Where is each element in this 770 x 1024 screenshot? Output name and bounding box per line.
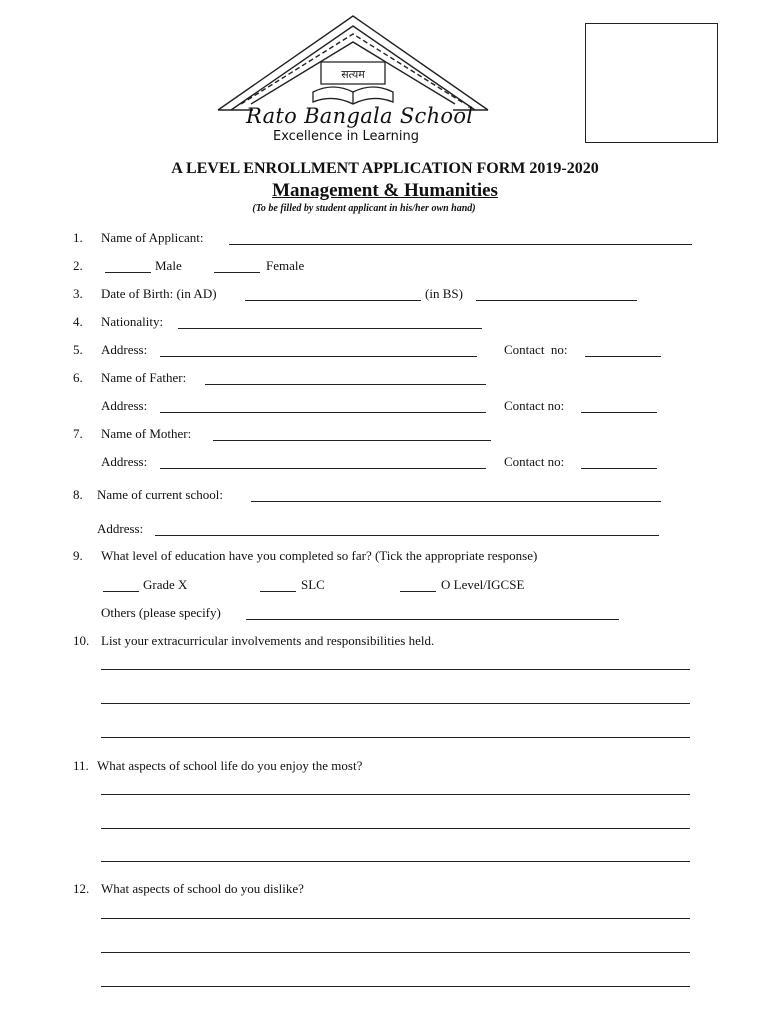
father-address-label: Address: xyxy=(101,398,148,413)
female-blank[interactable] xyxy=(214,272,260,273)
school-motto: Excellence in Learning xyxy=(273,129,419,144)
q12-number: 12. xyxy=(73,881,90,896)
contact-label: Contact no: xyxy=(504,342,568,357)
mother-name-label: Name of Mother: xyxy=(101,426,192,441)
current-school-field[interactable] xyxy=(251,501,661,502)
male-blank[interactable] xyxy=(105,272,151,273)
slc-blank[interactable] xyxy=(260,591,296,592)
q4-number: 4. xyxy=(73,314,83,329)
form-instruction: (To be filled by student applicant in his/her own hand) xyxy=(252,203,476,214)
logo-script: सत्यम xyxy=(341,68,365,81)
dob-ad-label: Date of Birth: (in AD) xyxy=(101,286,217,301)
others-label: Others (please specify) xyxy=(101,605,221,620)
applicant-name-field[interactable] xyxy=(229,244,692,245)
q1-label: Name of Applicant: xyxy=(101,230,204,245)
others-field[interactable] xyxy=(246,619,619,620)
q1-number: 1. xyxy=(73,230,83,245)
dob-bs-label: (in BS) xyxy=(425,286,463,301)
father-contact-label: Contact no: xyxy=(504,398,565,413)
q6-number: 6. xyxy=(73,370,83,385)
dislike-line-3[interactable] xyxy=(101,986,690,987)
mother-name-field[interactable] xyxy=(213,440,491,441)
dob-bs-field[interactable] xyxy=(476,300,637,301)
nationality-label: Nationality: xyxy=(101,314,164,329)
enjoy-line-2[interactable] xyxy=(101,828,690,829)
slc-label: SLC xyxy=(301,577,325,592)
q8-number: 8. xyxy=(73,487,83,502)
photo-box[interactable] xyxy=(585,23,718,143)
form-stream: Management & Humanities xyxy=(272,180,498,201)
nationality-field[interactable] xyxy=(178,328,482,329)
address-label: Address: xyxy=(101,342,148,357)
father-contact-field[interactable] xyxy=(581,412,657,413)
q9-number: 9. xyxy=(73,548,83,563)
address-field[interactable] xyxy=(160,356,477,357)
female-label: Female xyxy=(266,258,305,273)
q7-number: 7. xyxy=(73,426,83,441)
enjoy-line-1[interactable] xyxy=(101,794,690,795)
enjoy-question: What aspects of school life do you enjoy the most? xyxy=(97,758,363,773)
school-address-field[interactable] xyxy=(155,535,659,536)
male-label: Male xyxy=(155,258,182,273)
q10-number: 10. xyxy=(73,633,90,648)
father-name-field[interactable] xyxy=(205,384,486,385)
extracurricular-line-1[interactable] xyxy=(101,669,690,670)
grade-x-label: Grade X xyxy=(143,577,188,592)
olevel-blank[interactable] xyxy=(400,591,436,592)
dob-ad-field[interactable] xyxy=(245,300,421,301)
contact-field[interactable] xyxy=(585,356,661,357)
current-school-label: Name of current school: xyxy=(97,487,223,502)
dislike-line-2[interactable] xyxy=(101,952,690,953)
school-address-label: Address: xyxy=(97,521,144,536)
mother-contact-label: Contact no: xyxy=(504,454,565,469)
q3-number: 3. xyxy=(73,286,83,301)
extracurricular-line-2[interactable] xyxy=(101,703,690,704)
q5-number: 5. xyxy=(73,342,83,357)
mother-address-label: Address: xyxy=(101,454,148,469)
dislike-line-1[interactable] xyxy=(101,918,690,919)
enjoy-line-3[interactable] xyxy=(101,861,690,862)
extracurricular-question: List your extracurricular involvements and responsibilities held. xyxy=(101,633,435,648)
extracurricular-line-3[interactable] xyxy=(101,737,690,738)
olevel-label: O Level/IGCSE xyxy=(441,577,525,592)
grade-x-blank[interactable] xyxy=(103,591,139,592)
education-level-question: What level of education have you completed so far? (Tick the appropriate response) xyxy=(101,548,538,563)
q11-number: 11. xyxy=(73,758,89,773)
mother-address-field[interactable] xyxy=(160,468,486,469)
father-address-field[interactable] xyxy=(160,412,486,413)
father-name-label: Name of Father: xyxy=(101,370,187,385)
q2-number: 2. xyxy=(73,258,83,273)
form-title: A LEVEL ENROLLMENT APPLICATION FORM 2019-2020 xyxy=(171,160,599,177)
dislike-question: What aspects of school do you dislike? xyxy=(101,881,304,896)
mother-contact-field[interactable] xyxy=(581,468,657,469)
school-name: Rato Bangala School xyxy=(246,104,474,128)
